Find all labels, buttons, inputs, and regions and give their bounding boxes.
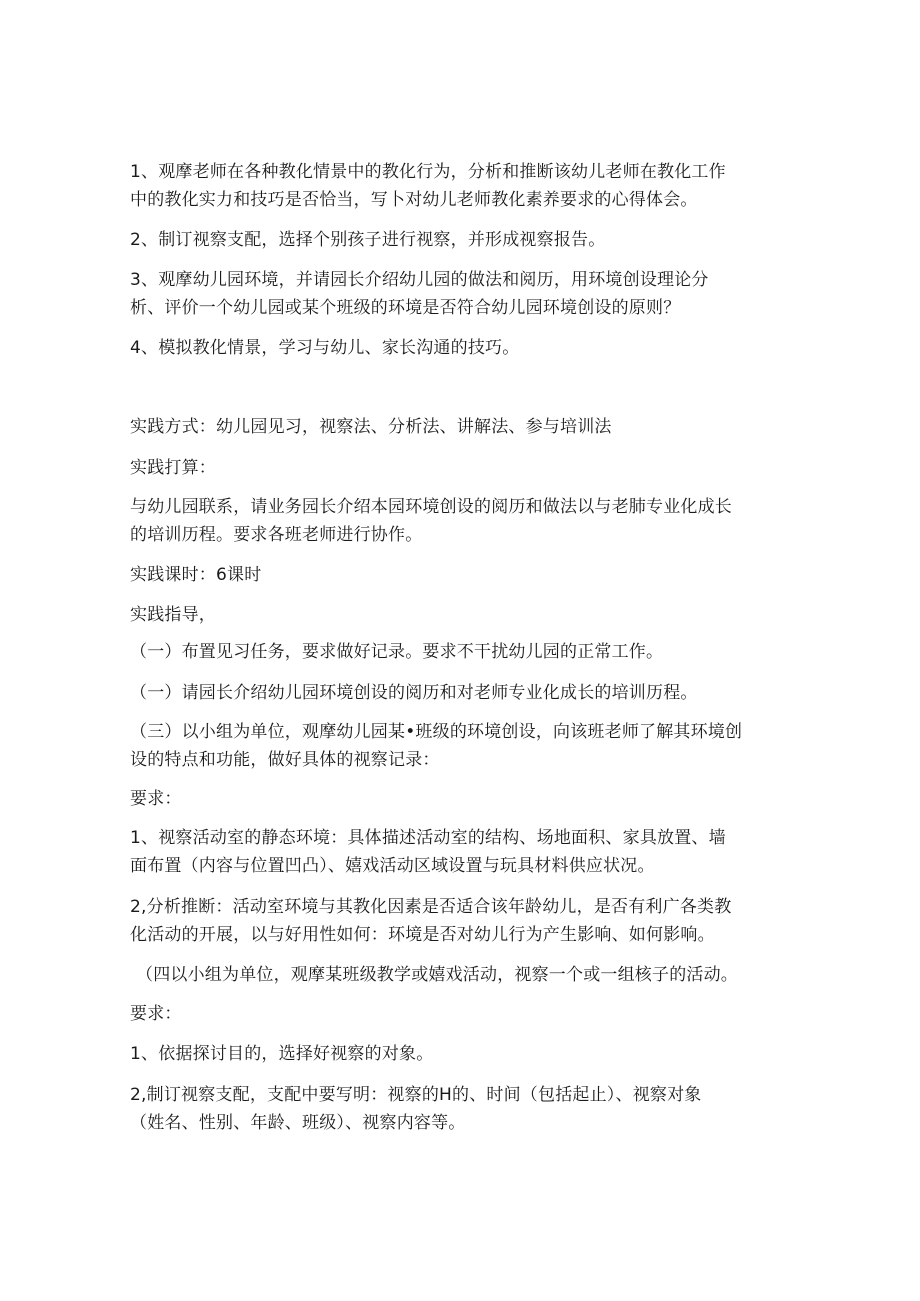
paragraph-practice-method (130, 413, 810, 441)
paragraph-requirements-heading (130, 785, 810, 813)
text-line: 4、模拟教化情景，学习与幼儿、家长沟通的技巧。 (130, 338, 520, 358)
paragraph-step-director-intro (130, 679, 810, 707)
paragraph-observation-arrangement (130, 1081, 810, 1137)
paragraph-analysis-judgement (130, 893, 810, 949)
paragraph-practice-hours (130, 561, 810, 589)
paragraph-kindergarten-environment (130, 266, 810, 322)
text-line: （一）布置见习任务，要求做好记录。要求不干扰幼儿园的正常工作。 (130, 642, 664, 662)
paragraph-step-group-observe (130, 718, 810, 774)
text-line: 2,制订视察支配，支配中要写明：视察的H的、时间（包括起止）、视察对象 (130, 1085, 702, 1105)
paragraph-step-assign-task (130, 638, 810, 666)
text-line: （四以小组为单位，观摩某班级教学或嬉戏活动，视察一个或一组核子的活动。 (136, 965, 738, 985)
text-line: 要求： (130, 789, 182, 809)
text-line: 实践课时：6课时 (130, 565, 262, 585)
paragraph-select-subject (130, 1040, 810, 1068)
paragraph-requirements-heading-2 (130, 1000, 810, 1028)
text-line: 实践方式：幼儿园见习，视察法、分析法、讲解法、参与培训法 (130, 417, 612, 437)
paragraph-observation-plan (130, 226, 810, 254)
paragraph-practice-guidance (130, 601, 810, 629)
paragraph-static-environment (130, 824, 810, 880)
text-line: 1、视察活动室的静态环境：具体描述活动室的结构、场地面积、家具放置、墙 (130, 828, 726, 848)
text-line: 实践指导， (130, 605, 216, 625)
text-line: （一）请园长介绍幼儿园环境创设的阅历和对老师专业化成长的培训历程。 (130, 683, 698, 703)
text-line: 设的特点和功能，做好具体的视察记录： (130, 750, 440, 770)
paragraph-step-observe-activity (136, 961, 816, 989)
text-line: 面布置（内容与位置凹凸）、嬉戏活动区域设置与玩具材料供应状况。 (130, 856, 655, 876)
text-line: （姓名、性别、年龄、班级）、视察内容等。 (130, 1113, 466, 1133)
text-line: 实践打算： (130, 458, 216, 478)
text-line: 1、依据探讨目的，选择好视察的对象。 (130, 1044, 434, 1064)
paragraph-practice-plan-heading (130, 454, 810, 482)
paragraph-contact-kindergarten (130, 493, 810, 549)
text-line: 1、观摩老师在各种教化情景中的教化行为，分析和推断该幼儿老师在教化工作 (130, 162, 726, 182)
paragraph-simulate-scenarios (130, 334, 810, 362)
text-line: 析、评价一个幼儿园或某个班级的环境是否符合幼儿园环境创设的原则？ (130, 298, 681, 318)
text-line: 3、观摩幼儿园环境，并请园长介绍幼儿园的做法和阅历，用环境创设理论分 (130, 270, 709, 290)
text-line: 的培训历程。要求各班老师进行协作。 (130, 525, 423, 545)
text-line: 与幼儿园联系，请业务园长介绍本园环境创设的阅历和做法以与老肺专业化成长 (130, 497, 732, 517)
paragraph-observe-teacher (130, 158, 810, 214)
text-line: 化活动的开展，以与好用性如何：环境是否对幼儿行为产生影响、如何影响。 (130, 925, 715, 945)
text-line: （三）以小组为单位，观摩幼儿园某•班级的环境创设，向该班老师了解其环境创 (130, 722, 743, 742)
text-line: 要求： (130, 1004, 182, 1024)
text-line: 中的教化实力和技巧是否恰当，写卜对幼儿老师教化素养要求的心得体会。 (130, 190, 698, 210)
text-line: 2,分析推断：活动室环境与其教化因素是否适合该年龄幼儿，是否有利广各类教 (130, 897, 732, 917)
text-line: 2、制订视察支配，选择个别孩子进行视察，并形成视察报告。 (130, 230, 606, 250)
